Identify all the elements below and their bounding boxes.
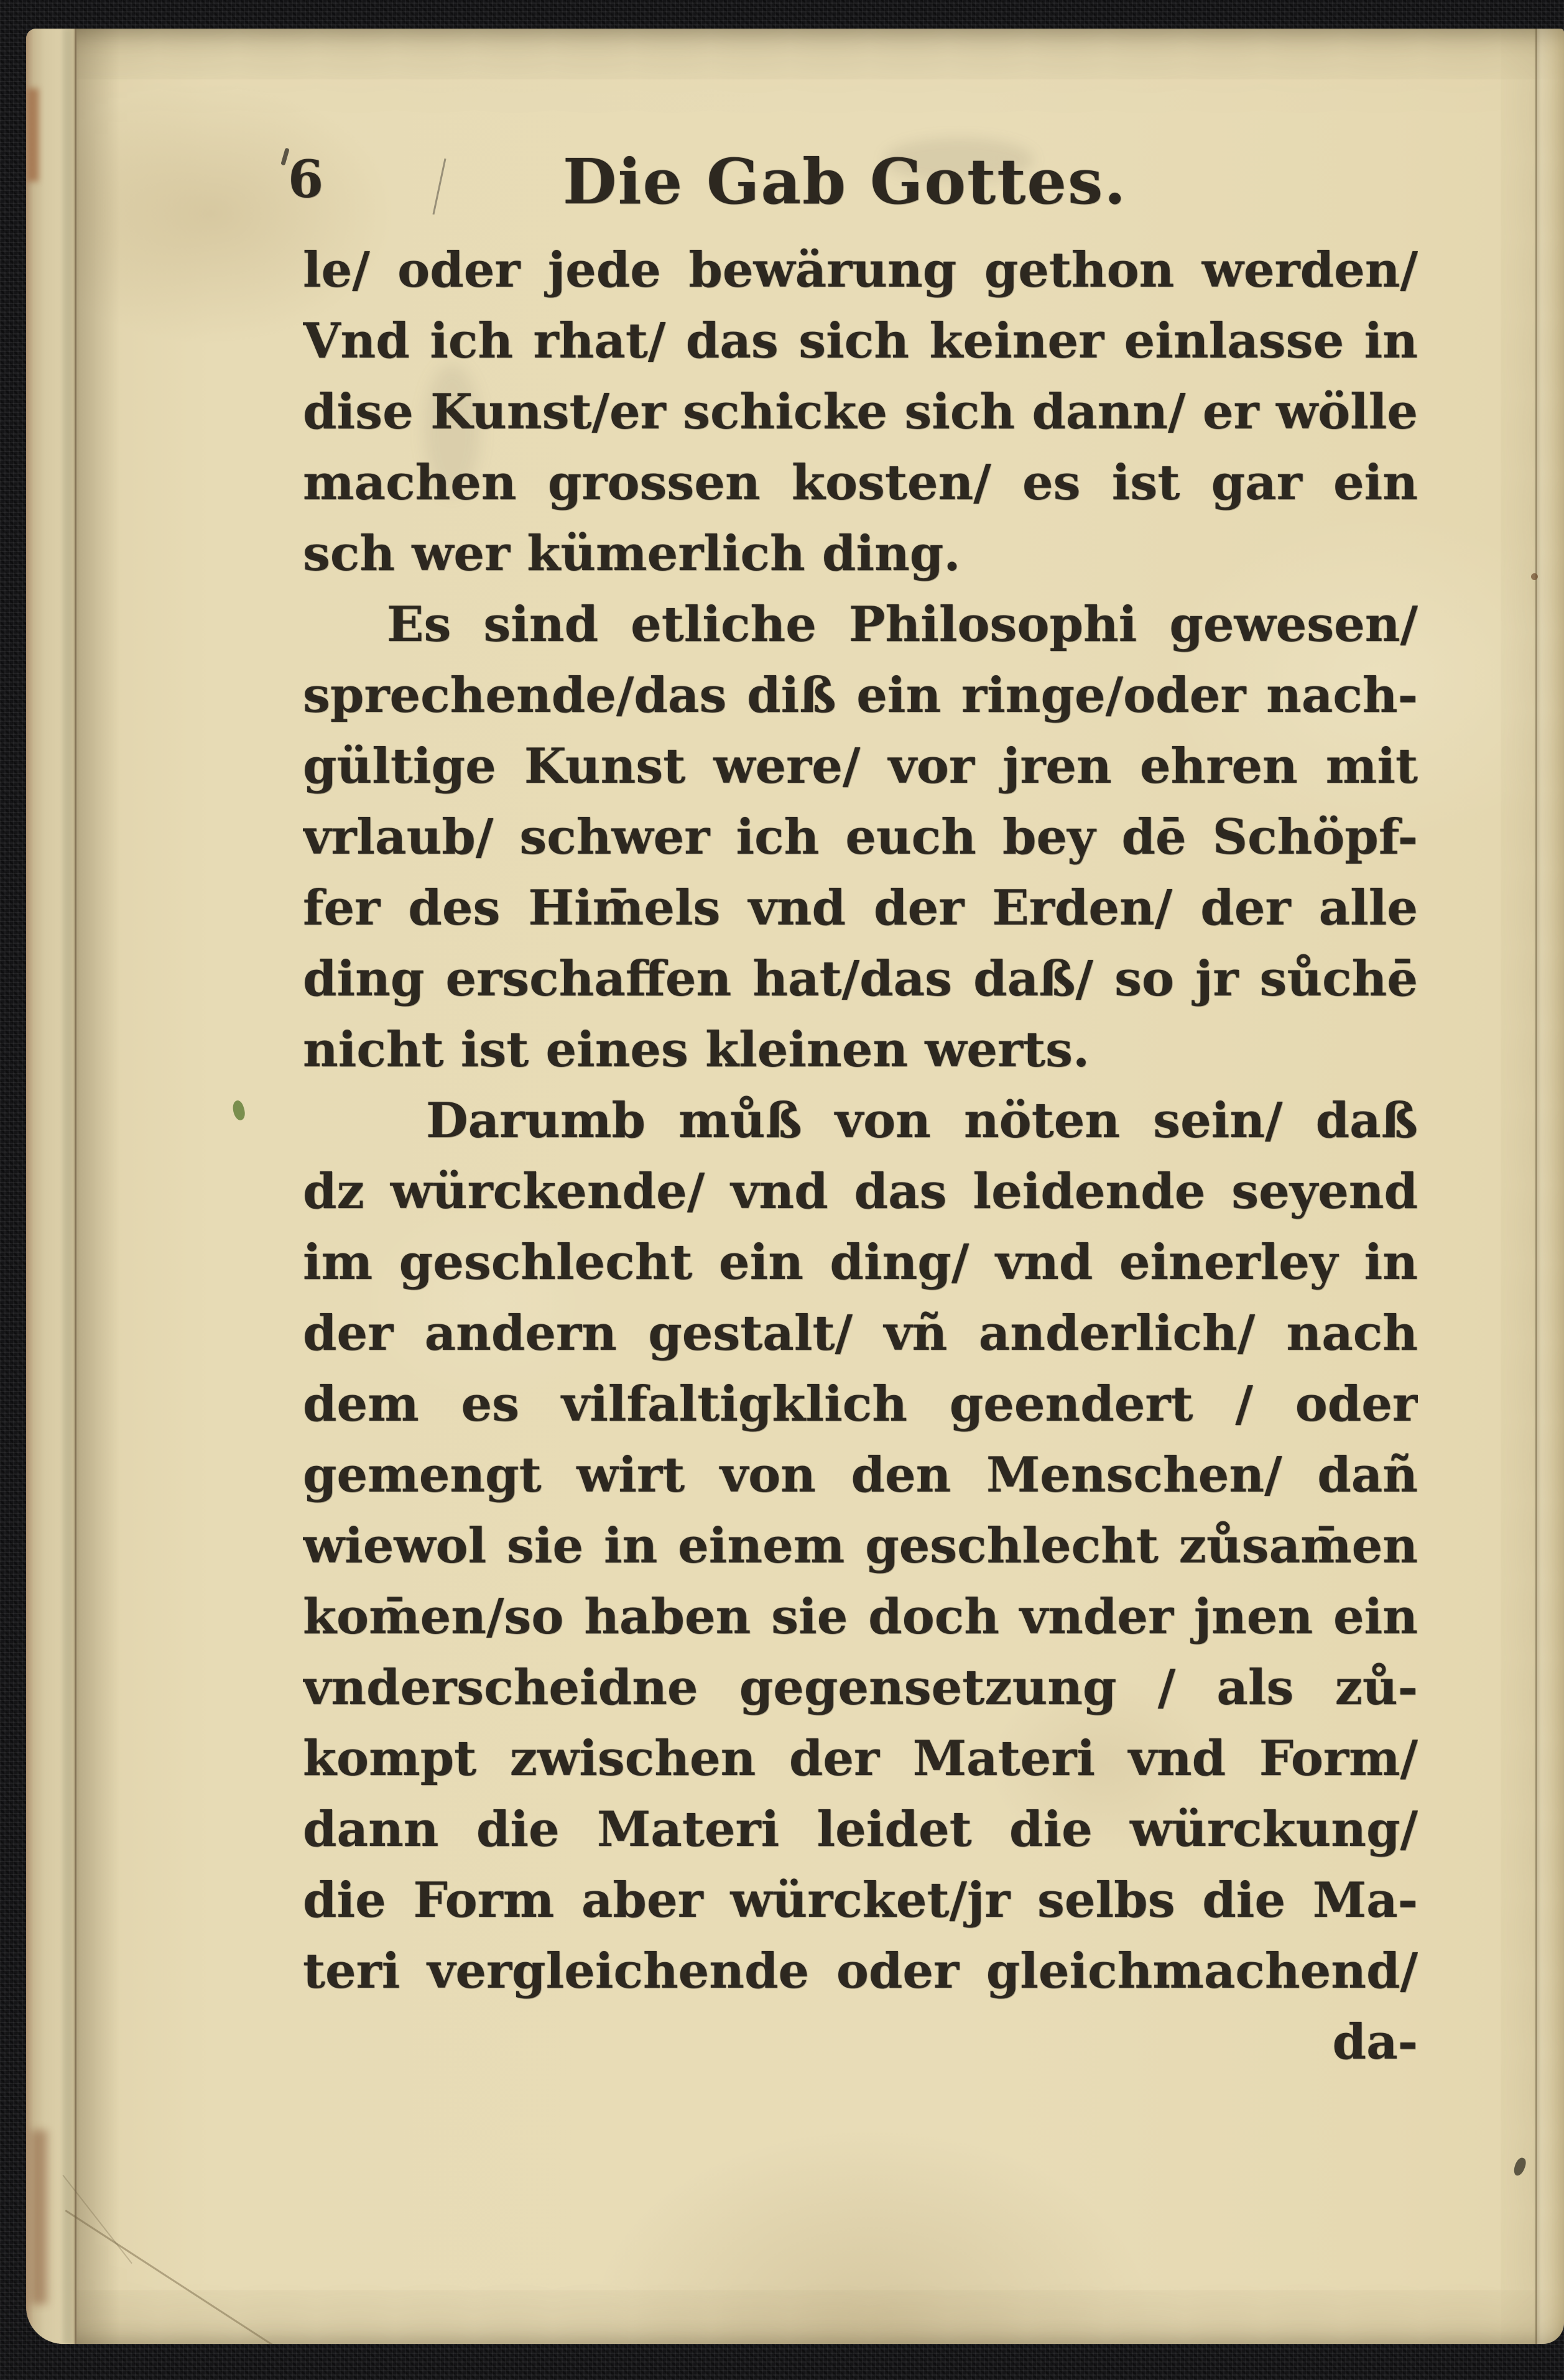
text-line-6: Es sind etliche Philosophi gewesen/ <box>387 596 1418 653</box>
text-line-5: sch wer kümerlich ding. <box>303 525 961 582</box>
text-line-15: im geschlecht ein ding/ vnd einerley in <box>303 1234 1418 1291</box>
text-line-9: vrlaub/ schwer ich euch bey dē Schöpf- <box>303 809 1418 865</box>
gutter-shadow <box>76 29 120 2344</box>
text-line-20: kom̄en/so haben sie doch vnder jnen ein <box>303 1589 1418 1645</box>
text-line-2: Vnd ich rhat/ das sich keiner einlasse in <box>303 313 1418 369</box>
text-line-14: dz würckende/ vnd das leidende seyend <box>303 1163 1418 1220</box>
page-edge-right <box>1537 29 1564 2344</box>
text-line-22: kompt zwischen der Materi vnd Form/ <box>303 1730 1418 1787</box>
rust-stain-top <box>27 88 39 182</box>
text-line-10: fer des Him̄els vnd der Erden/ der alle <box>303 880 1418 936</box>
text-line-17: dem es vilfaltigklich geendert / oder <box>303 1376 1418 1432</box>
page-header <box>288 134 1418 235</box>
dark-speck <box>1512 2156 1527 2177</box>
rust-stain-bottom <box>31 2130 47 2304</box>
catchword: da- <box>1332 2014 1418 2070</box>
text-line-12: nicht ist eines kleinen werts. <box>303 1022 1090 1078</box>
book-page <box>26 29 1564 2344</box>
text-line-24: die Form aber würcket/jr selbs die Ma- <box>303 1872 1418 1929</box>
text-line-16: der andern gestalt/ vñ anderlich/ nach <box>303 1305 1418 1362</box>
text-line-23: dann die Materi leidet die würckung/ <box>303 1801 1418 1858</box>
text-line-21: vnderscheidne gegensetzung / als zů- <box>303 1659 1418 1716</box>
page-number: 6 <box>288 150 324 210</box>
gutter-tint <box>62 29 72 2344</box>
text-line-18: gemengt wirt von den Menschen/ dañ <box>303 1447 1418 1503</box>
text-block <box>288 134 1418 2078</box>
green-ink-speck <box>230 1099 247 1122</box>
text-line-1: le/ oder jede bewärung gethon werden/ <box>303 242 1418 298</box>
text-line-19: wiewol sie in einem geschlecht zůsam̄en <box>303 1518 1418 1574</box>
brown-dot <box>1531 573 1538 580</box>
text-line-11: ding erschaffen hat/das daß/ so jr sůchē <box>303 951 1418 1007</box>
text-line-4: machen grossen kosten/ es ist gar ein <box>303 454 1418 511</box>
running-title: Die Gab Gottes. <box>562 145 1127 218</box>
text-line-13: Darumb můß von nöten sein/ daß <box>426 1092 1418 1149</box>
right-edge-crease <box>1535 29 1537 2344</box>
text-line-8: gültige Kunst were/ vor jren ehren mit <box>303 738 1418 795</box>
text-line-7: sprechende/das diß ein ringe/oder nach- <box>303 667 1418 724</box>
text-line-25: teri vergleichende oder gleichmachend/ <box>303 1943 1418 1999</box>
text-line-3: dise Kunst/er schicke sich dann/ er wölle <box>303 384 1418 440</box>
